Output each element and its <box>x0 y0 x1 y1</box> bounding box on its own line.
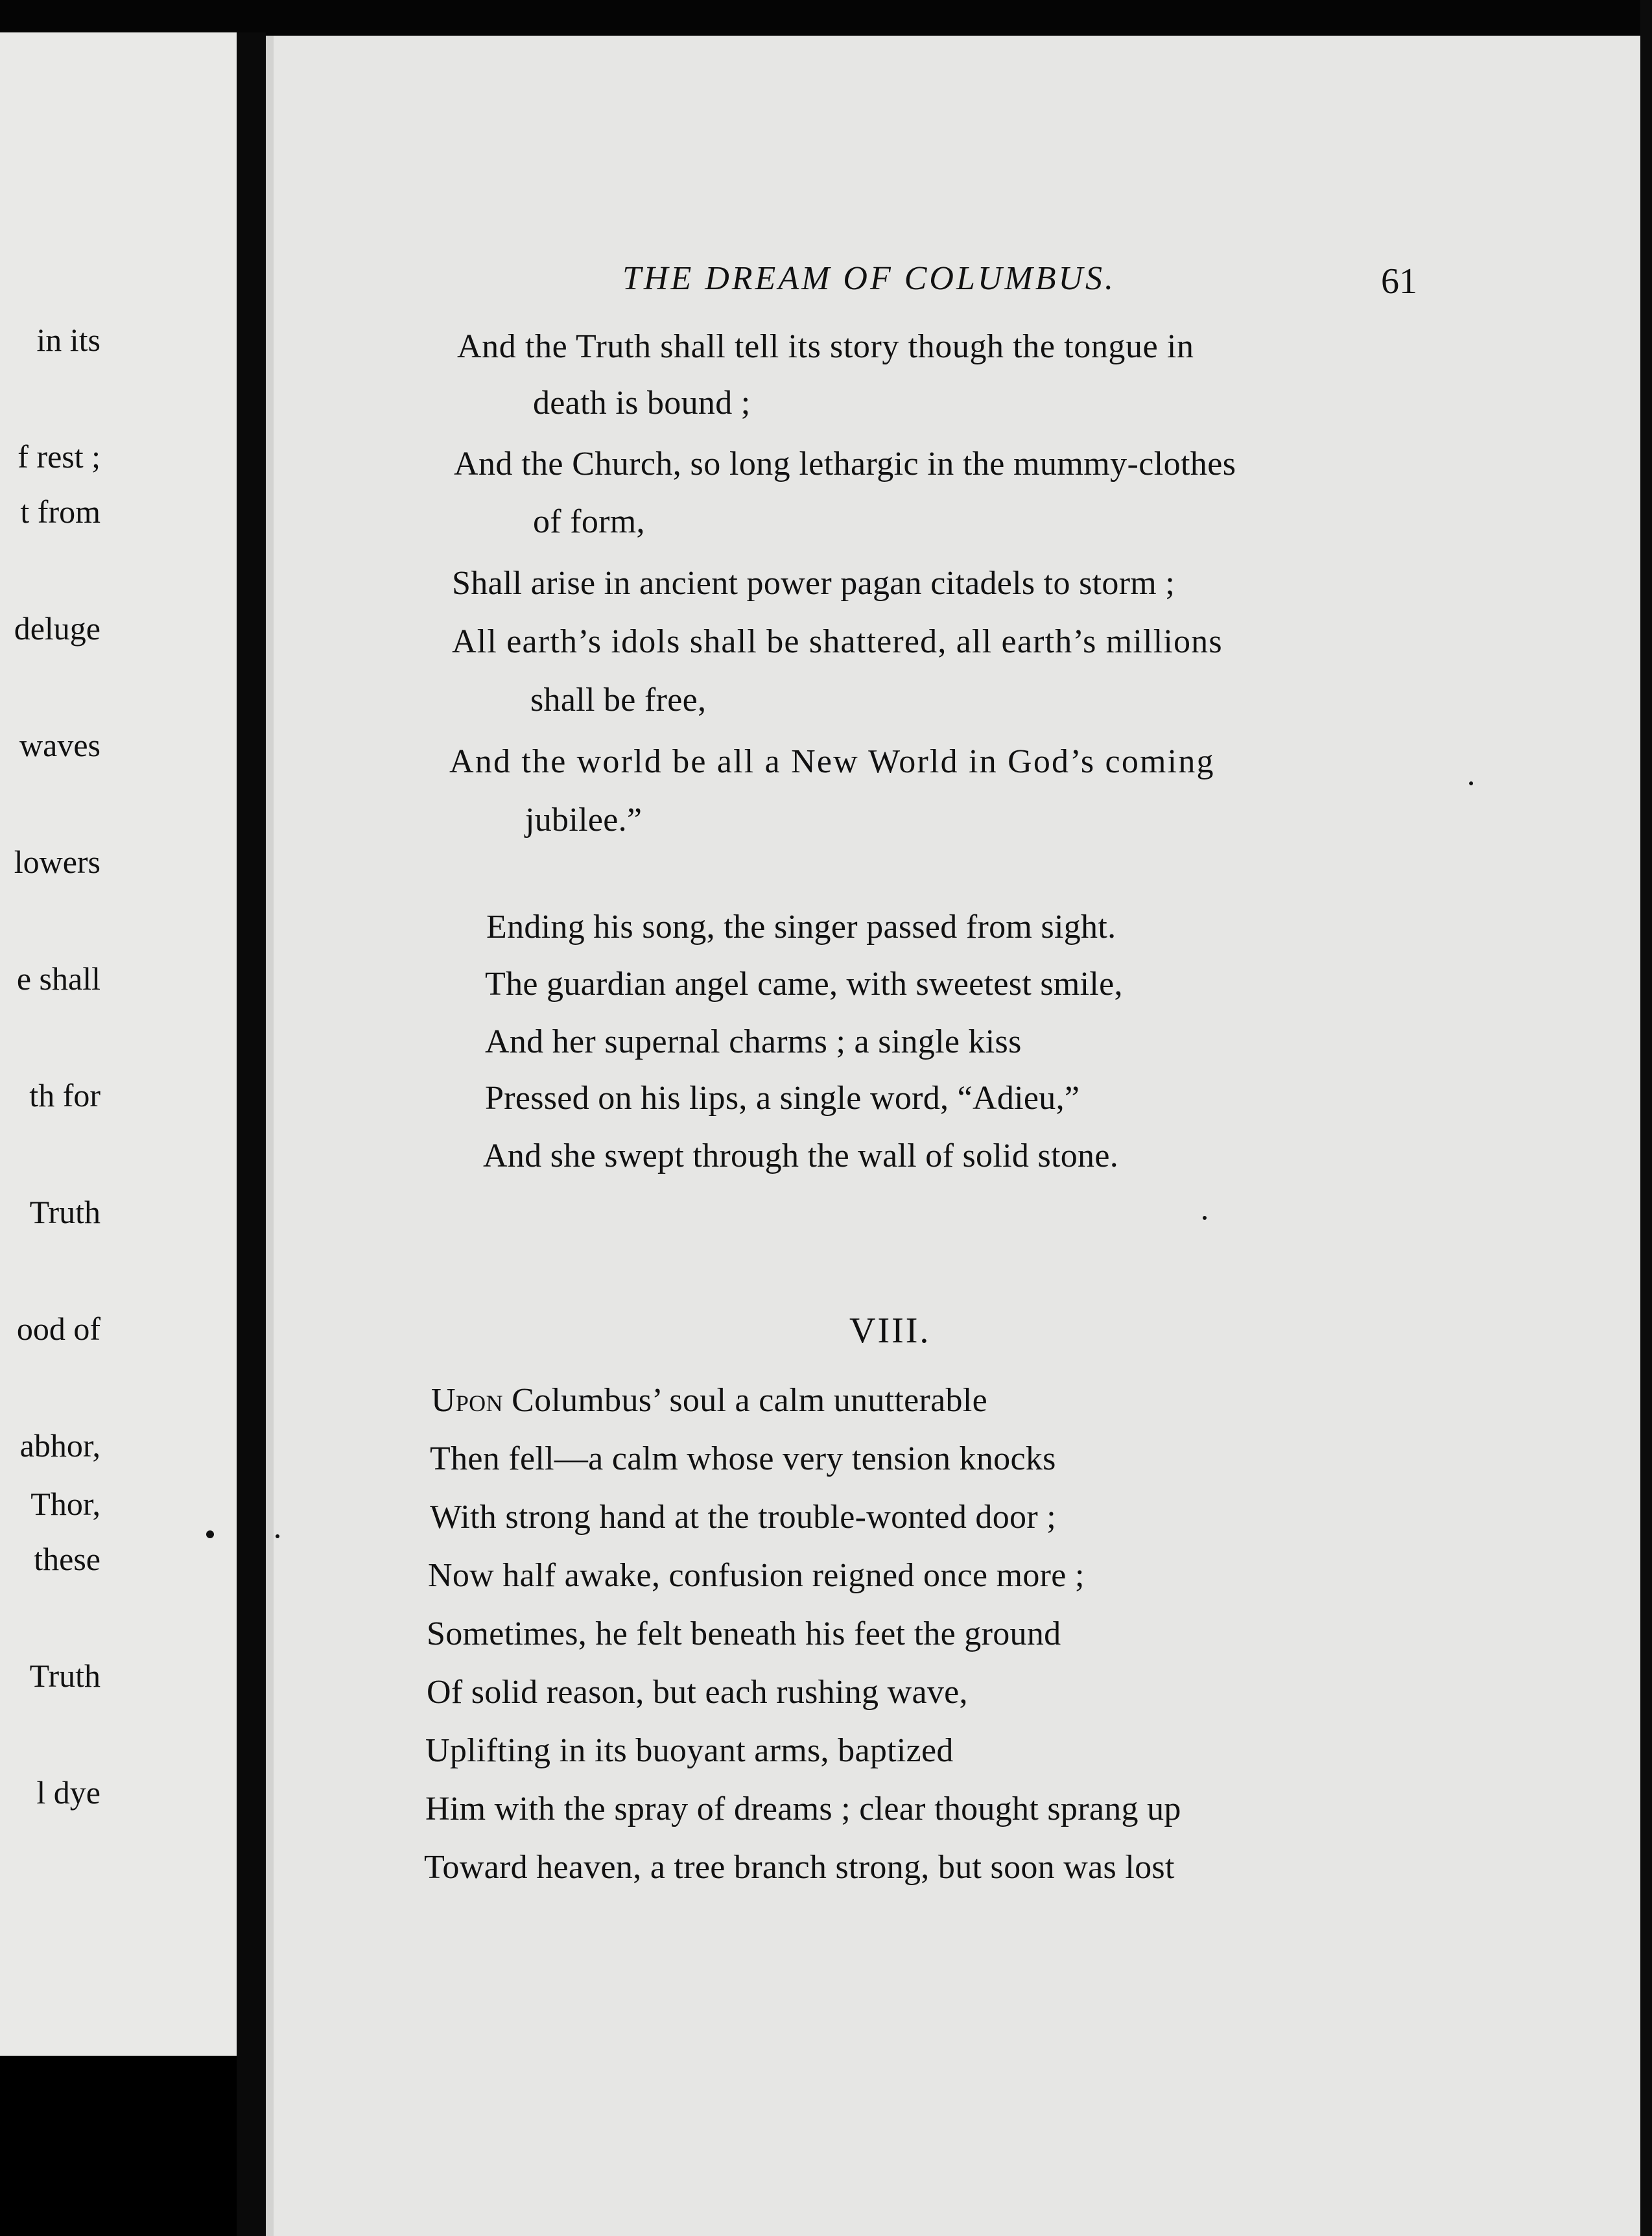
poem-line: And the world be all a New World in God’s coming <box>449 743 1215 780</box>
stanza-line: The guardian angel came, with sweetest smile, <box>485 966 1123 1003</box>
scan-speck <box>276 1534 279 1538</box>
section-line: Him with the spray of dreams ; clear thought sprang up <box>425 1790 1181 1827</box>
left-fragment: ood of <box>16 1311 100 1347</box>
section-line: Then fell—a calm whose very tension knocks <box>430 1440 1056 1477</box>
left-fragment: th for <box>29 1077 100 1113</box>
left-fragment: waves <box>19 727 100 763</box>
poem-line: of form, <box>533 503 645 540</box>
left-fragment: f rest ; <box>18 438 100 475</box>
left-fragment: t from <box>20 494 100 530</box>
page-number: 61 <box>1381 261 1417 302</box>
left-fragment: Truth <box>29 1194 100 1230</box>
left-fragment: Thor, <box>30 1486 100 1522</box>
left-page <box>0 32 237 2056</box>
left-fragment: in its <box>36 322 100 358</box>
poem-line: All earth’s idols shall be shattered, all earth’s millions <box>452 623 1223 660</box>
left-fragment: deluge <box>14 610 100 647</box>
poem-line: And the Truth shall tell its story though the tongue in <box>457 328 1194 365</box>
left-fragment: e shall <box>16 960 100 997</box>
running-head: THE DREAM OF COLUMBUS. <box>622 260 1116 297</box>
left-fragment: Truth <box>29 1658 100 1694</box>
section-line-rest: Columbus’ soul a calm unutterable <box>502 1382 987 1419</box>
section-number: VIII. <box>849 1311 931 1351</box>
book-gutter <box>237 32 266 2236</box>
section-line: With strong hand at the trouble-wonted door ; <box>430 1499 1056 1536</box>
section-line: Toward heaven, a tree branch strong, but soon was lost <box>424 1849 1175 1886</box>
left-fragment: these <box>34 1541 100 1577</box>
poem-line: death is bound ; <box>533 385 751 422</box>
section-line: Sometimes, he felt beneath his feet the ground <box>427 1615 1061 1652</box>
section-first-word: Upon <box>431 1382 503 1419</box>
scan-speck <box>1203 1216 1207 1220</box>
left-fragment: l dye <box>36 1774 100 1811</box>
left-fragment: lowers <box>14 844 100 880</box>
stanza-line: And her supernal charms ; a single kiss <box>485 1023 1022 1060</box>
scan-speck <box>1469 781 1473 785</box>
poem-line: jubilee.” <box>525 802 643 838</box>
left-fragment: abhor, <box>19 1427 100 1464</box>
section-first-line <box>431 1381 987 1420</box>
stanza-line: And she swept through the wall of solid stone. <box>483 1137 1119 1174</box>
stanza-line: Pressed on his lips, a single word, “Adieu,” <box>485 1080 1080 1117</box>
poem-line: shall be free, <box>530 682 707 719</box>
poem-line: Shall arise in ancient power pagan citadels to storm ; <box>452 565 1175 602</box>
scan-right-border <box>1640 0 1652 2236</box>
scan-speck <box>206 1530 214 1538</box>
page-edge-shadow <box>266 36 274 2236</box>
stanza-line: Ending his song, the singer passed from sight. <box>486 909 1116 946</box>
section-line: Uplifting in its buoyant arms, baptized <box>425 1732 954 1769</box>
poem-line: And the Church, so long lethargic in the mummy-clothes <box>454 446 1236 482</box>
section-line: Of solid reason, but each rushing wave, <box>427 1674 968 1711</box>
section-line: Now half awake, confusion reigned once more ; <box>428 1557 1085 1594</box>
